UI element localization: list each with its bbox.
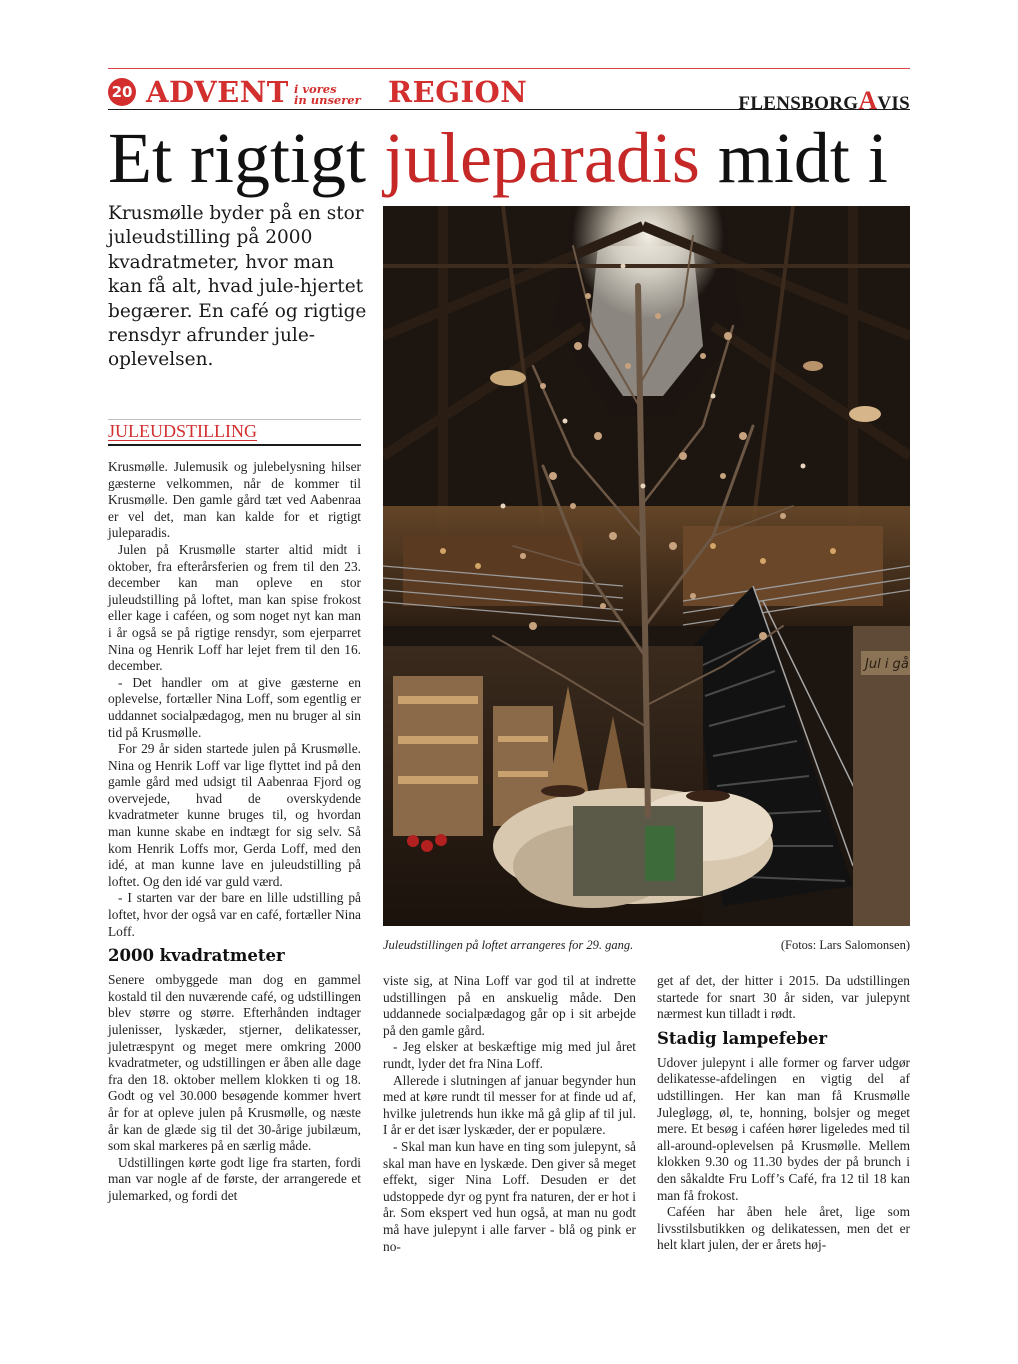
body-paragraph: Udover julepynt i alle former og farver udgør delikatesse-afdelingen en vigtig del af udstillingen. Her kan man få Krusmølle Julegløgg, øl, te, honning, bolsjer og meget mere. Et besøg i caféen hører ligeledes med til all-around-oplevelsen på Krusmølle. Mellem klokken 9.30 og 11.30 bydes der på brunch i den såkaldte Fru Loff’s Café, fra 12 til 18 kan man få frokost. <box>657 1054 910 1203</box>
article-photo <box>383 206 910 926</box>
newspaper-logo <box>738 86 910 116</box>
column-1 <box>108 459 361 1205</box>
headline <box>108 118 888 198</box>
body-paragraph: Senere ombyggede man dog en gammel kostald til den nuværende café, og udstillingen blev større og større. Efterhånden indtager julenisser, lyskæder, stjerner, delikatesser, juletræspynt og meget mere omkring 2000 kvadratmeter, og udstillingen er åben alle dage fra den 18. oktober mellem klokken ti og 18. Godt og vel 30.000 besøgende kommer hvert år for at opleve julen på Krusmølle, og næste år kan de glæde sig til det 30-årige jubilæum, som skal markeres på en særlig måde. <box>108 972 361 1154</box>
section-rule-bottom <box>108 444 361 446</box>
headline-part1: Et rigtigt <box>108 118 384 198</box>
logo-text-post: VIS <box>877 93 910 114</box>
photo-credit: (Fotos: Lars Salomonsen) <box>780 938 910 952</box>
column-2 <box>383 973 636 1255</box>
body-paragraph: get af det, der hitter i 2015. Da udstillingen startede for snart 30 år siden, var julepynt nærmest kun tilladt i rødt. <box>657 973 910 1022</box>
photo-caption: Juleudstillingen på loftet arrangeres for 29. gang. <box>383 938 634 952</box>
body-paragraph: - Skal man kun have en ting som julepynt, så skal man have en lyskæde. Den giver så meget effekt, siger Nina Loff. Desuden er det udstoppede dyr og pynt fra naturen, der er hot i år. Som ekspert ved hun også, at man nu godt må have julepynt i alle farver - blå og pink er no- <box>383 1138 636 1254</box>
logo-text-a: A <box>858 86 878 115</box>
subheading: Stadig lampefeber <box>657 1028 828 1048</box>
body-paragraph: Julen på Krusmølle starter altid midt i oktober, fra efterårsferien og frem til den 23. december kan man opleve en stor juleudstilling på loftet, man kan spise frokost eller kage i caféen, og som noget nyt kan man i år også se på rigtige rensdyr, som ejerparret Nina og Henrik Loff har lejet frem til den 16. december. <box>108 541 361 674</box>
subheading: 2000 kvadratmeter <box>108 946 285 966</box>
top-rule <box>108 68 910 69</box>
header-rule <box>108 109 910 110</box>
shop-sign: Jul i gå <box>865 657 909 672</box>
page-number-badge: 20 <box>108 78 136 106</box>
body-paragraph: For 29 år siden startede julen på Krusmølle. Nina og Henrik Loff var lige flyttet ind på den gamle gård med udsigt til Aabenraa Fjord og overvejede, hvad de overskydende kvadratmeter kunne bruges til, og hvordan man kunne skabe en indtægt for sig selv. Så kom Henrik Loffs mor, Gerda Loff, med den idé, at man kunne lave en juleudstilling på loftet. Og den idé var guld værd. <box>108 741 361 889</box>
section-small-top: i vores <box>294 82 337 96</box>
body-paragraph: viste sig, at Nina Loff var god til at indrette udstillingen på en anskuelig måde. Den uddannede socialpædagog går op i sit arbejde på den gamle gård. <box>383 973 636 1038</box>
section-small-bottom: in unserer <box>294 93 361 107</box>
section-word-region: REGION <box>388 75 528 109</box>
section-label: JULEUDSTILLING <box>108 421 257 441</box>
section-word-advent: ADVENT <box>146 75 289 109</box>
section-rule-top <box>108 419 361 420</box>
body-paragraph: - Jeg elsker at beskæftige mig med jul året rundt, lyder det fra Nina Loff. <box>383 1039 636 1071</box>
body-paragraph: Udstillingen kørte godt lige fra starten, fordi man var nogle af de første, der arrangerede et julemarked, og fordi det <box>108 1154 361 1203</box>
body-paragraph: Caféen har åben hele året, lige som livsstilsbutikken og delikatessen, men det er helt klart julen, der er årets høj- <box>657 1204 910 1253</box>
photo-caption-row <box>383 938 910 953</box>
body-paragraph: Krusmølle. Julemusik og julebelysning hilser gæsterne velkommen, når de kommer til Krusmølle. Den gamle gård tæt ved Aabenraa er vel det, man kan kalde for et rigtigt juleparadis. <box>108 459 361 541</box>
christmas-barn-photo <box>383 206 910 926</box>
column-3 <box>657 973 910 1254</box>
headline-highlight: juleparadis <box>383 118 700 198</box>
logo-text-pre: FLENSBORG <box>738 93 859 114</box>
intro-paragraph: Krusmølle byder på en stor juleudstilling på 2000 kvadratmeter, hvor man kan få alt, hvad jule-hjertet begærer. En café og rigtige rensdyr afrunder jule-oplevelsen. <box>108 203 367 371</box>
body-paragraph: Allerede i slutningen af januar begynder hun med at køre rundt til messer for at finde ud af, hvilke juletrends hun ikke må gå glip af til jul. I år er det især lyskæder, der er populære. <box>383 1072 636 1138</box>
body-paragraph: - Det handler om at give gæsterne en oplevelse, fortæller Nina Loff, som egentlig er uddannet socialpædagog, men nu bruger al sin tid på Krusmølle. <box>108 674 361 740</box>
headline-part3: midt i <box>699 118 888 198</box>
body-paragraph: - I starten var der bare en lille udstilling på loftet, hvor der også var en café, fortæller Nina Loff. <box>108 890 361 939</box>
